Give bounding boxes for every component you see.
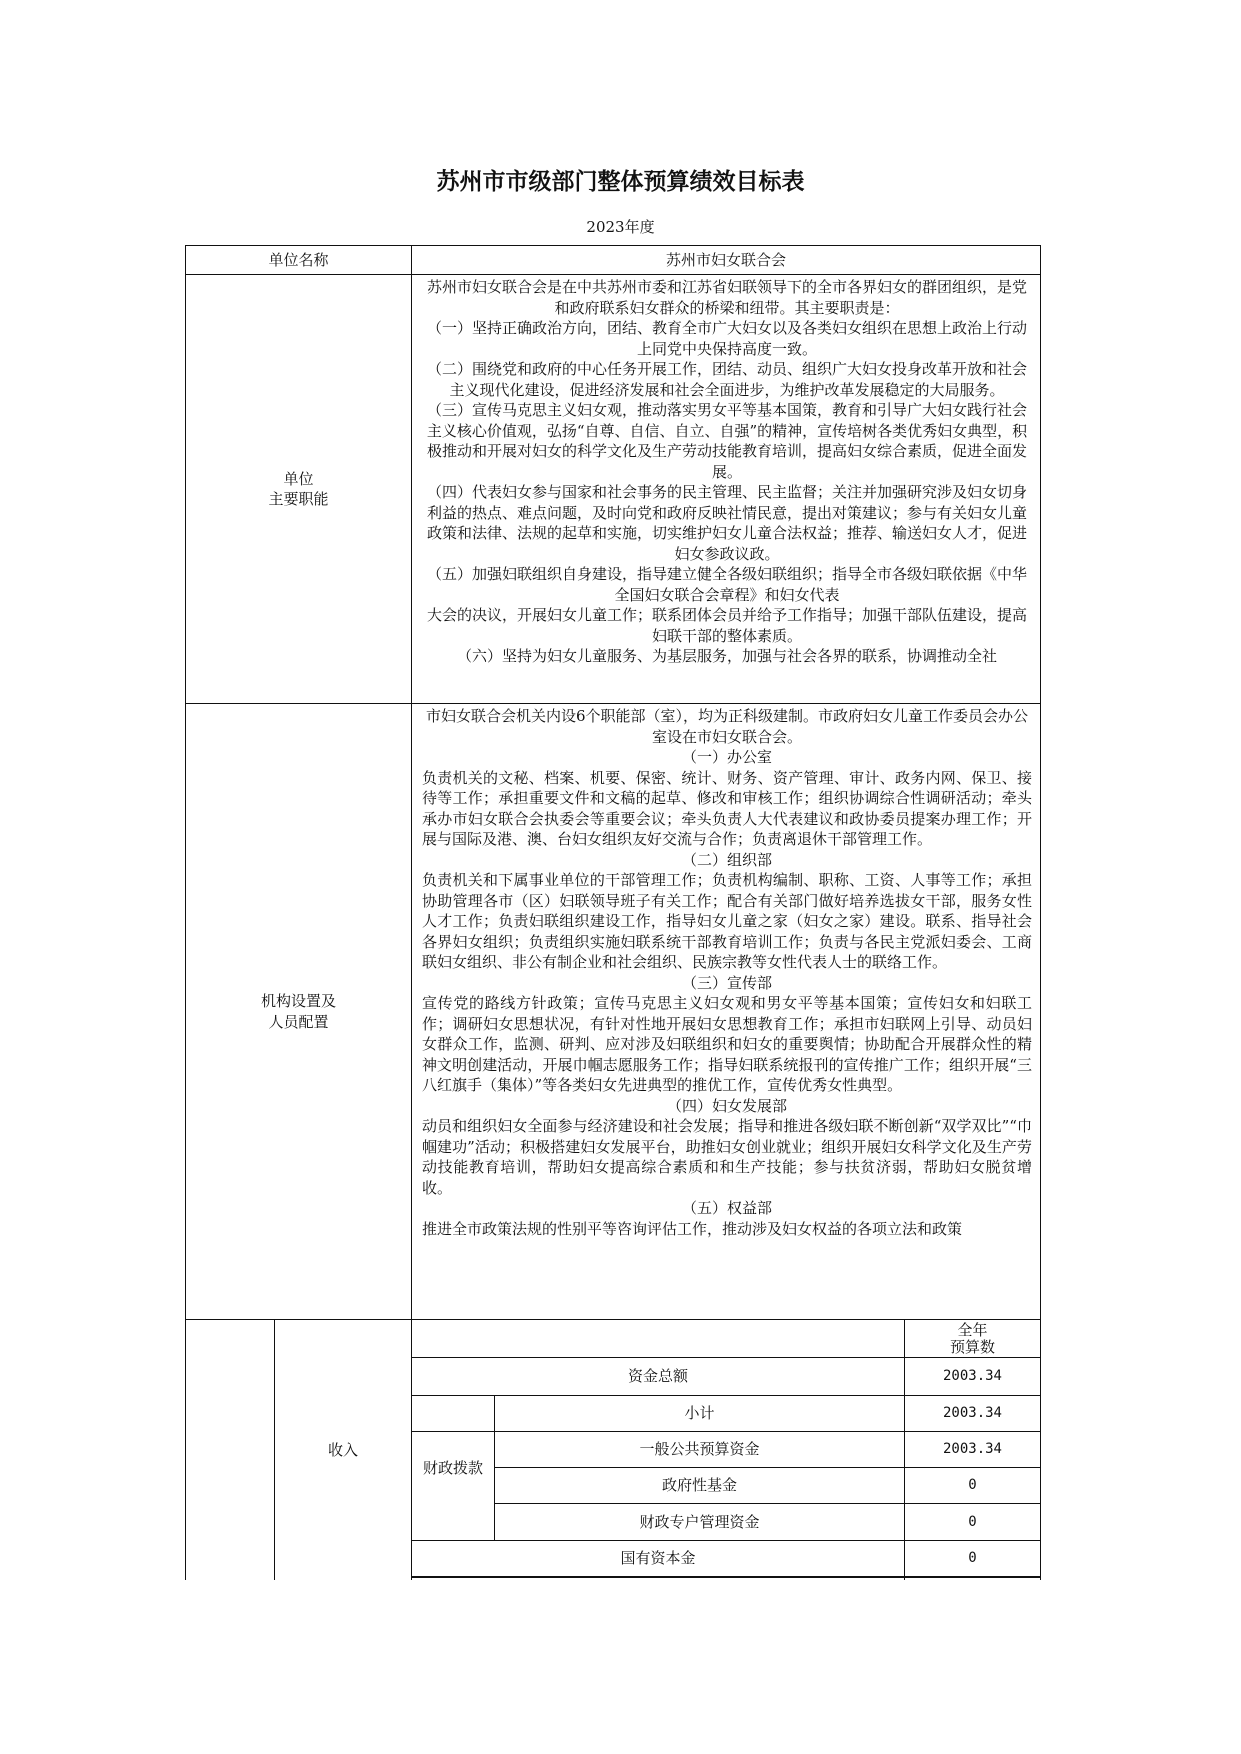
unit-name-value: 苏州市妇女联合会	[665, 250, 786, 269]
structure-label-line2: 人员配置	[268, 1012, 329, 1031]
functions-paragraph: （三）宣传马克思主义妇女观，推动落实男女平等基本国策，教育和引导广大妇女践行社会主义核心价值观，弘扬“自尊、自信、自立、自强”的精神，宣传培树各类优秀妇女典型，积极推动和开展对妇女的科学文化及生产劳动技能教育培训，提高妇女综合素质，促进全面发展。	[426, 401, 1028, 481]
functions-label	[186, 275, 411, 703]
general-budget-label: 一般公共预算资金	[639, 1440, 760, 1459]
total-funds-label: 资金总额	[627, 1367, 688, 1386]
structure-paragraph: 动员和组织妇女全面参与经济建设和社会发展；指导和推进各级妇联不断创新“双学双比”“巾帼建功”活动；积极搭建妇女发展平台，助推妇女创业就业；组织开展妇女科学文化及生产劳动技能教育培训，帮助妇女提高综合素质和和生产技能；参与扶贫济弱，帮助妇女脱贫增收。	[422, 1117, 1032, 1197]
functions-paragraph: 苏州市妇女联合会是在中共苏州市委和江苏省妇联领导下的全市各界妇女的群团组织，是党和政府联系妇女群众的桥梁和纽带。其主要职责是：	[426, 278, 1027, 317]
functions-paragraph: （四）代表妇女参与国家和社会事务的民主管理、民主监督；关注并加强研究涉及妇女切身利益的热点、难点问题，及时向党和政府反映社情民意，提出对策建议；参与有关妇女儿童政策和法律、法规的起草和实施，切实维护妇女儿童合法权益；推荐、输送妇女人才，促进妇女参政议政。	[426, 483, 1027, 563]
unit-name-label: 单位名称	[268, 250, 329, 269]
income-label: 收入	[327, 1440, 358, 1459]
annual-budget-header: 全年 预算数	[949, 1320, 995, 1356]
general-budget-value: 2003.34	[942, 1441, 1002, 1458]
fiscal-year: 2023年度	[586, 218, 655, 236]
total-funds-value: 2003.34	[942, 1368, 1002, 1385]
state-capital-label: 国有资本金	[620, 1549, 696, 1568]
structure-label-line1: 机构设置及	[260, 992, 336, 1010]
structure-heading: （五）权益部	[681, 1199, 772, 1217]
structure-paragraph: 负责机关和下属事业单位的干部管理工作；负责机构编制、职称、工资、人事等工作；承担协助管理各市（区）妇联领导班子有关工作；配合有关部门做好培养选拔女干部，服务女性人才工作；负责妇联组织建设工作，指导妇女儿童之家（妇女之家）建设。联系、指导社会各界妇女组织；负责组织实施妇联系统干部教育培训工作；负责与各民主党派妇委会、工商联妇女组织、非公有制企业和社会组织、民族宗教等女性代表人士的联络工作。	[422, 871, 1032, 971]
structure-paragraph: 负责机关的文秘、档案、机要、保密、统计、财务、资产管理、审计、政务内网、保卫、接待等工作；承担重要文件和文稿的起草、修改和审核工作；组织协调综合性调研活动；牵头承办市妇女联合会执委会等重要会议；牵头负责人大代表建议和政协委员提案办理工作；开展与国际及港、澳、台妇女组织友好交流与合作；负责离退休干部管理工作。	[422, 768, 1032, 848]
functions-label-line1: 单位	[283, 469, 314, 488]
structure-heading: （四）妇女发展部	[666, 1096, 787, 1115]
structure-paragraph: 推进全市政策法规的性别平等咨询评估工作，推动涉及妇女权益的各项立法和政策	[422, 1219, 963, 1238]
special-account-value: 0	[968, 1513, 977, 1530]
special-account-label: 财政专户管理资金	[639, 1512, 760, 1531]
functions-label-line2: 主要职能	[268, 490, 329, 508]
structure-heading: （二）组织部	[681, 850, 772, 869]
functions-paragraph: （六）坚持为妇女儿童服务、为基层服务，加强与社会各界的联系，协调推动全社	[456, 647, 997, 665]
functions-text	[422, 277, 1032, 702]
structure-label	[186, 704, 411, 1319]
structure-paragraph: 市妇女联合会机关内设6个职能部（室），均为正科级建制。市政府妇女儿童工作委员会办公室设在市妇女联合会。	[425, 707, 1029, 746]
government-fund-value: 0	[968, 1477, 977, 1494]
functions-paragraph: （二）围绕党和政府的中心任务开展工作，团结、动员、组织广大妇女投身改革开放和社会主义现代化建设，促进经济发展和社会全面进步，为维护改革发展稳定的大局服务。	[426, 360, 1027, 399]
page-title: 苏州市市级部门整体预算绩效目标表	[436, 169, 805, 195]
structure-text	[422, 706, 1032, 1318]
fiscal-appropriation-label: 财政拨款	[422, 1458, 483, 1477]
structure-paragraph: 宣传党的路线方针政策；宣传马克思主义妇女观和男女平等基本国策；宣传妇女和妇联工作；调研妇女思想状况，有针对性地开展妇女思想教育工作；承担市妇联网上引导、动员妇女群众工作，监测、研判、应对涉及妇联组织和妇女的重要舆情；协助配合开展群众性的精神文明创建活动，开展巾帼志愿服务工作；指导妇联系统报刊的宣传推广工作；组织开展“三八红旗手（集体）”等各类妇女先进典型的推优工作，宣传优秀女性典型。	[422, 994, 1032, 1094]
structure-heading: （三）宣传部	[681, 973, 772, 992]
subtotal-label: 小计	[684, 1404, 715, 1423]
functions-paragraph: 大会的决议，开展妇女儿童工作；联系团体会员并给予工作指导；加强干部队伍建设，提高妇联干部的整体素质。	[426, 606, 1027, 645]
government-fund-label: 政府性基金	[661, 1476, 737, 1495]
subtotal-value: 2003.34	[942, 1405, 1002, 1422]
state-capital-value: 0	[968, 1550, 977, 1567]
functions-paragraph: （五）加强妇联组织自身建设，指导建立健全各级妇联组织；指导全市各级妇联依据《中华全国妇女联合会章程》和妇女代表	[426, 565, 1027, 604]
functions-paragraph: （一）坚持正确政治方向，团结、教育全市广大妇女以及各类妇女组织在思想上政治上行动上同党中央保持高度一致。	[426, 319, 1027, 358]
structure-heading: （一）办公室	[681, 748, 772, 766]
